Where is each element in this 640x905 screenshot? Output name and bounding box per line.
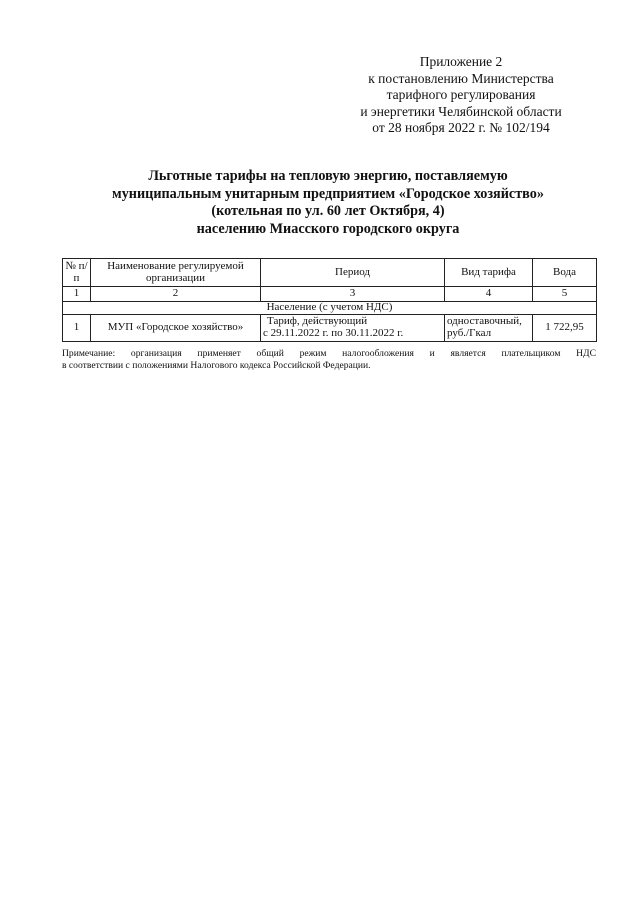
tariff-table bbox=[62, 258, 597, 342]
appendix-line: к постановлению Министерства bbox=[368, 70, 554, 86]
row-period bbox=[261, 314, 445, 341]
period-line: Тариф, действующий bbox=[267, 315, 368, 327]
appendix-line: тарифного регулирования bbox=[386, 87, 536, 102]
header-org: Наименование регулируемой организации bbox=[91, 259, 261, 287]
column-number: 4 bbox=[445, 287, 533, 302]
period-line: с 29.11.2022 г. по 30.11.2022 г. bbox=[263, 326, 404, 339]
table-header-row bbox=[63, 259, 597, 287]
header-water: Вода bbox=[533, 259, 597, 287]
column-numbers-row bbox=[63, 287, 597, 302]
note bbox=[62, 348, 596, 371]
appendix-block bbox=[330, 54, 592, 137]
column-number: 1 bbox=[63, 287, 91, 302]
row-tariff-kind bbox=[445, 314, 533, 341]
kind-line: одноставочный, bbox=[447, 315, 522, 327]
kind-line: руб./Гкал bbox=[447, 326, 492, 339]
title-line: Льготные тарифы на тепловую энергию, поставляемую bbox=[148, 168, 508, 184]
section-row bbox=[63, 302, 597, 315]
title-line: муниципальным унитарным предприятием «Городское хозяйство» bbox=[112, 185, 544, 202]
note-line: Примечание: организация применяет общий режим налогообложения и является плательщиком НДС bbox=[62, 348, 596, 359]
title-line: населению Миасского городского округа bbox=[196, 220, 460, 237]
header-num: № п/п bbox=[63, 259, 91, 287]
row-org: МУП «Городское хозяйство» bbox=[91, 314, 261, 341]
row-num: 1 bbox=[63, 314, 91, 341]
row-value: 1 722,95 bbox=[533, 314, 597, 341]
column-number: 3 bbox=[261, 287, 445, 302]
table-row bbox=[63, 314, 597, 341]
note-line: в соответствии с положениями Налогового кодекса Российской Федерации. bbox=[62, 359, 371, 371]
title-line: (котельная по ул. 60 лет Октября, 4) bbox=[211, 203, 445, 220]
appendix-line: от 28 ноября 2022 г. № 102/194 bbox=[372, 120, 550, 135]
appendix-line: и энергетики Челябинской области bbox=[360, 103, 562, 119]
header-period: Период bbox=[261, 259, 445, 287]
appendix-line: Приложение 2 bbox=[419, 54, 503, 69]
column-number: 2 bbox=[91, 287, 261, 302]
header-kind: Вид тарифа bbox=[445, 259, 533, 287]
section-label: Население (с учетом НДС) bbox=[63, 302, 597, 315]
document-title bbox=[60, 168, 596, 238]
column-number: 5 bbox=[533, 287, 597, 302]
